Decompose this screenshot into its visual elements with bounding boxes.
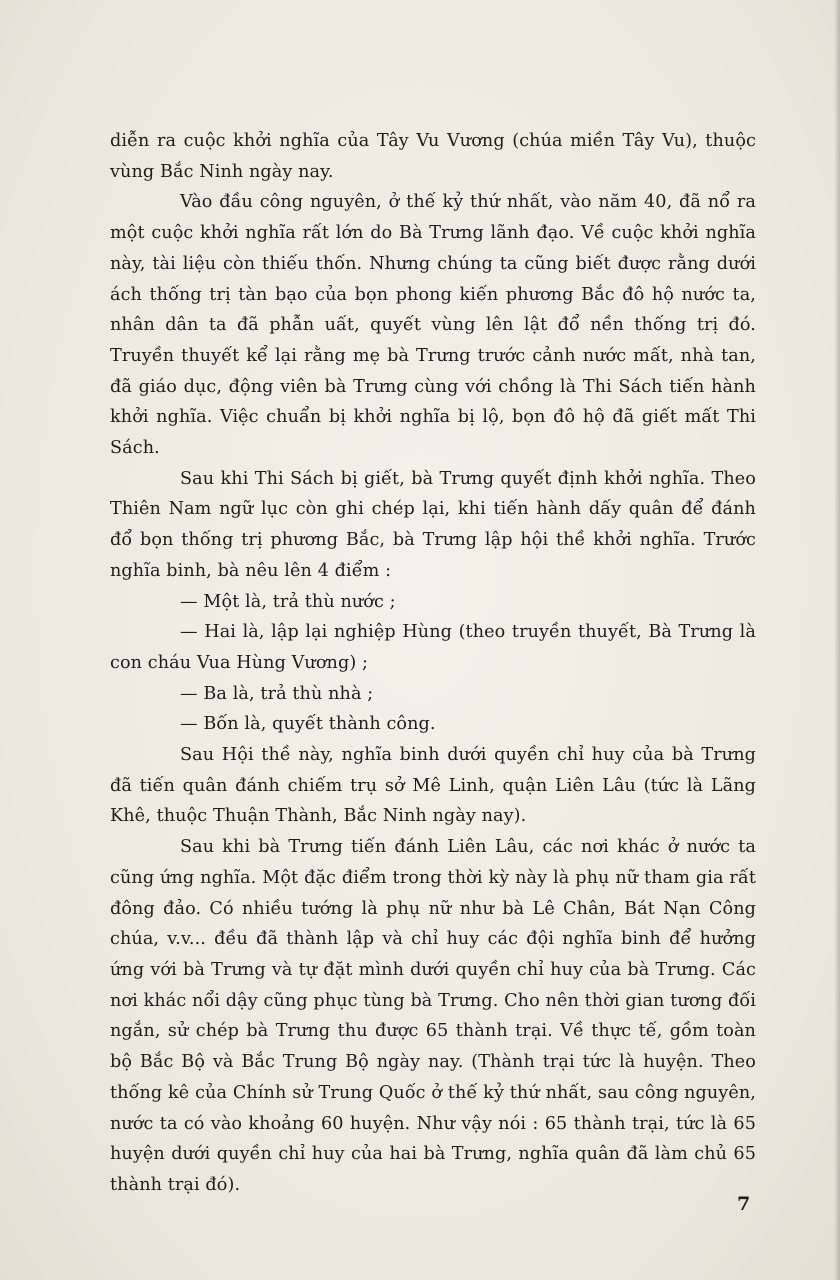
paragraph-continuation: diễn ra cuộc khởi nghĩa của Tây Vu Vương (chúa miền Tây Vu), thuộc vùng Bắc Ninh ngày nay. [110, 131, 756, 182]
paragraph-65-citadels: Sau khi bà Trưng tiến đánh Liên Lâu, các nơi khác ở nước ta cũng ứng nghĩa. Một đặc điểm trong thời kỳ này là phụ nữ tham gia rất đông đảo. Có nhiều tướng là phụ nữ như bà Lê Chân, Bát Nạn Công chúa, v.v... đều đã thành lập và chỉ huy các đội nghĩa binh để hưởng ứng với bà Trưng và tự đặt mình dưới quyền chỉ huy của bà Trưng. Các nơi khác nổi dậy cũng phục tùng bà Trưng. Cho nên thời gian tương đối ngắn, sử chép bà Trưng thu được 65 thành trại. Về thực tế, gồm toàn bộ Bắc Bộ và Bắc Trung Bộ ngày nay. (Thành trại tức là huyện. Theo thống kê của Chính sử Trung Quốc ở thế kỷ thứ nhất, sau công nguyên, nước ta có vào khoảng 60 huyện. Như vậy nói : 65 thành trại, tức là 65 huyện dưới quyền chỉ huy của hai bà Trưng, nghĩa quân đã làm chủ 65 thành trại đó). [110, 837, 756, 1195]
oath-point-3: — Ba là, trả thù nhà ; [180, 683, 374, 704]
paragraph-after-oath: Sau Hội thề này, nghĩa binh dưới quyền chỉ huy của bà Trưng đã tiến quân đánh chiếm trụ sở Mê Linh, quận Liên Lâu (tức là Lãng Khê, thuộc Thuận Thành, Bắc Ninh ngày nay). [110, 745, 756, 827]
oath-point-4: — Bốn là, quyết thành công. [180, 714, 436, 735]
body-text [110, 126, 756, 1201]
oath-point-1: — Một là, trả thù nước ; [180, 591, 396, 612]
paragraph-uprising-year-40: Vào đầu công nguyên, ở thế kỷ thứ nhất, vào năm 40, đã nổ ra một cuộc khởi nghĩa rất lớn do Bà Trưng lãnh đạo. Về cuộc khởi nghĩa này, tài liệu còn thiếu thốn. Nhưng chúng ta cũng biết được rằng dưới ách thống trị tàn bạo của bọn phong kiến phương Bắc đô hộ nước ta, nhân dân ta đã phẫn uất, quyết vùng lên lật đổ nền thống trị đó. Truyền thuyết kể lại rằng mẹ bà Trưng trước cảnh nước mất, nhà tan, đã giáo dục, động viên bà Trưng cùng với chồng là Thi Sách tiến hành khởi nghĩa. Việc chuẩn bị khởi nghĩa bị lộ, bọn đô hộ đã giết mất Thi Sách. [110, 192, 756, 459]
paragraph-decision-to-revolt: Sau khi Thi Sách bị giết, bà Trưng quyết định khởi nghĩa. Theo Thiên Nam ngữ lục còn ghi chép lại, khi tiến hành dấy quân để đánh đổ bọn thống trị phương Bắc, bà Trưng lập hội thề khởi nghĩa. Trước nghĩa binh, bà nêu lên 4 điểm : [110, 468, 756, 581]
page-edge-shadow [834, 0, 840, 1280]
page-number: 7 [737, 1193, 751, 1215]
oath-point-2: — Hai là, lập lại nghiệp Hùng (theo truyền thuyết, Bà Trưng là con cháu Vua Hùng Vương) ; [110, 622, 756, 673]
